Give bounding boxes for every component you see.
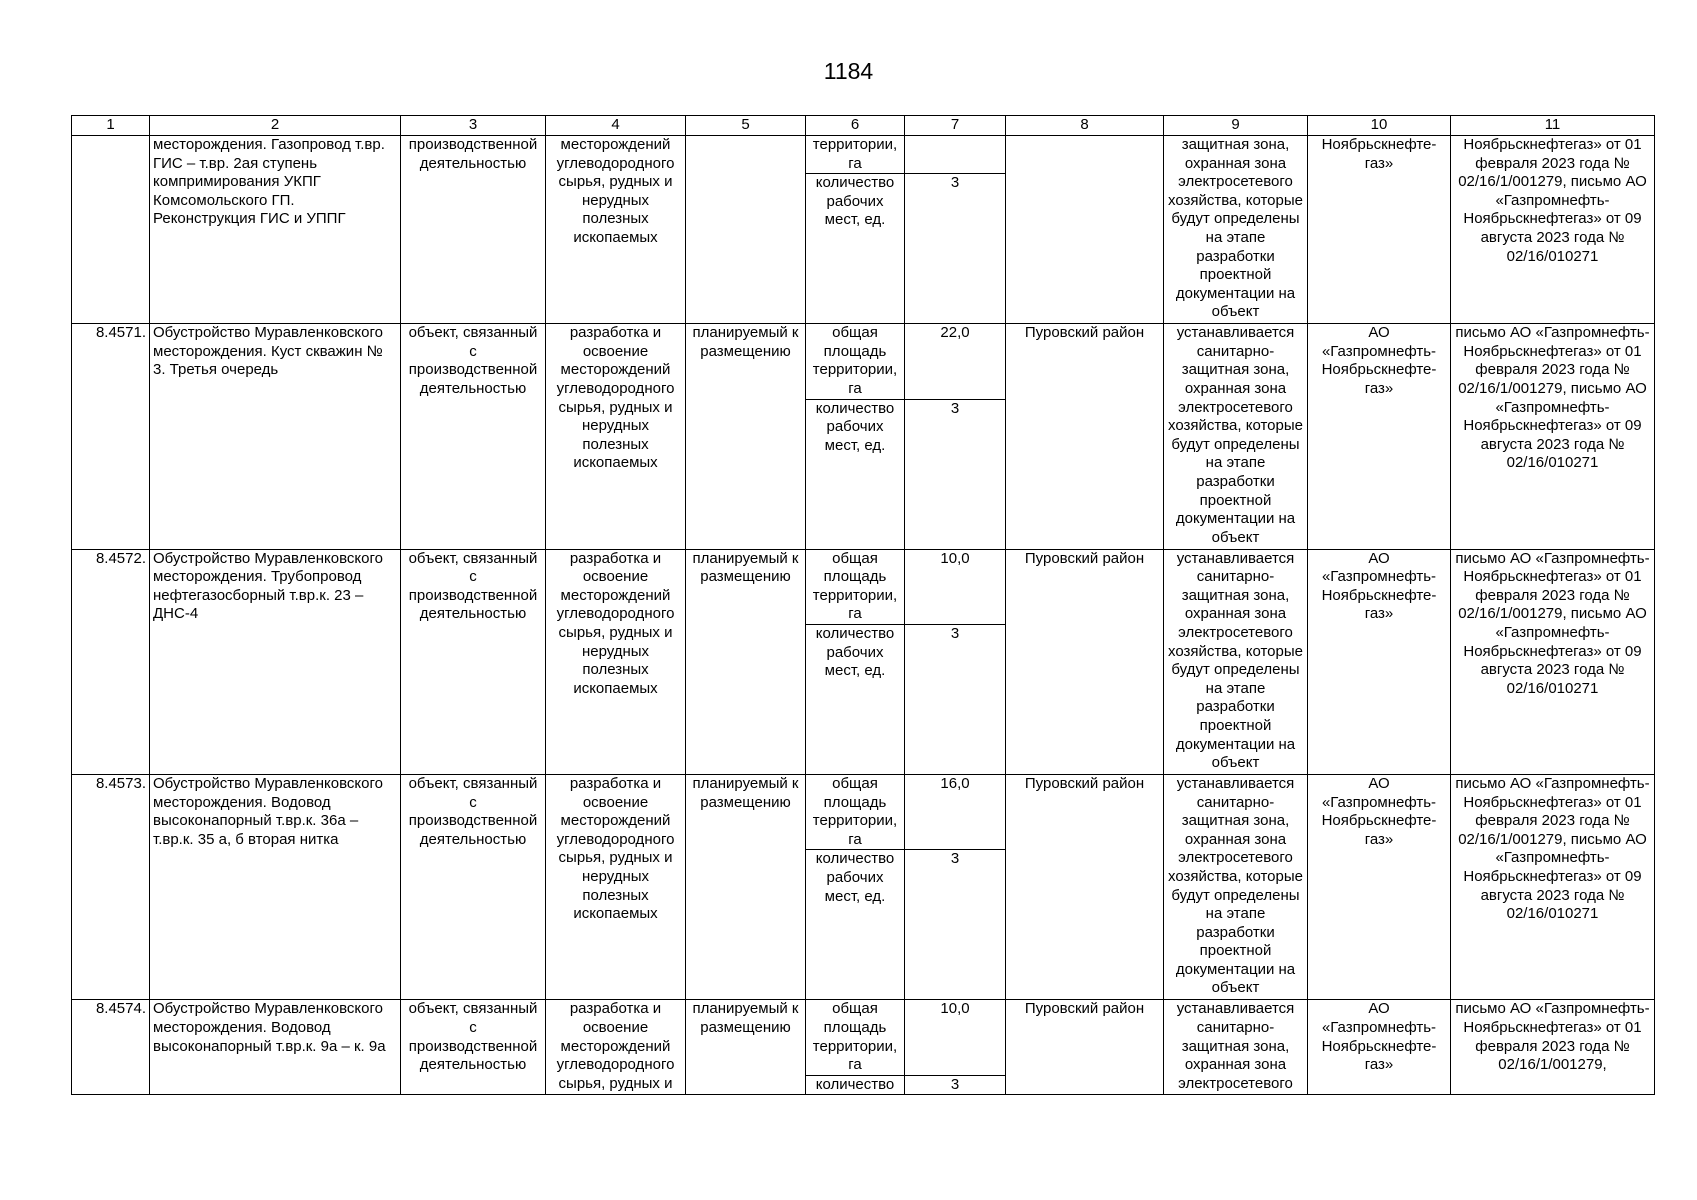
cell-name: месторождения. Газопровод т.вр. ГИС – т.вр. 2ая ступень компримирования УКПГ Комсомольского ГП. Реконструкция ГИС и УППГ [150, 136, 401, 324]
cell-basis: письмо АО «Газпромнефть-Ноябрьскнефтегаз» от 01 февраля 2023 года № 02/16/1/001279, [1451, 1000, 1655, 1095]
cell-char-value: 3 [905, 174, 1006, 324]
column-header: 2 [150, 116, 401, 136]
cell-type: объект, связанный с производственной деятельностью [401, 1000, 546, 1095]
cell-char-label: общая площадь территории, га [806, 1000, 905, 1075]
cell-purpose: разработка и освоение месторождений углеводородного сырья, рудных и нерудных полезных ископаемых [546, 324, 686, 549]
cell-char-label: количество рабочих мест, ед. [806, 399, 905, 549]
cell-char-label: общая площадь территории, га [806, 774, 905, 849]
cell-type: производственной деятельностью [401, 136, 546, 324]
cell-char-value: 3 [905, 624, 1006, 774]
cell-zone: устанавливается санитарно-защитная зона, охранная зона электросетевого хозяйства, которые будут определены на этапе разработки проектной документации на объект [1164, 549, 1308, 774]
cell-org: АО «Газпромнефть-Ноябрьскнефте-газ» [1308, 774, 1451, 999]
cell-char-value: 3 [905, 399, 1006, 549]
cell-num: 8.4573. [72, 774, 150, 999]
cell-purpose: разработка и освоение месторождений углеводородного сырья, рудных и нерудных полезных ископаемых [546, 774, 686, 999]
cell-basis: письмо АО «Газпромнефть-Ноябрьскнефтегаз» от 01 февраля 2023 года № 02/16/1/001279, письмо АО «Газпромнефть-Ноябрьскнефтегаз» от 09 августа 2023 года № 02/16/010271 [1451, 549, 1655, 774]
cell-name: Обустройство Муравленковского месторождения. Трубопровод нефтегазосборный т.вр.к. 23 – ДНС-4 [150, 549, 401, 774]
column-header: 7 [905, 116, 1006, 136]
column-header: 11 [1451, 116, 1655, 136]
cell-type: объект, связанный с производственной деятельностью [401, 549, 546, 774]
cell-char-label: количество рабочих мест, ед. [806, 624, 905, 774]
cell-basis: Ноябрьскнефтегаз» от 01 февраля 2023 года № 02/16/1/001279, письмо АО «Газпромнефть-Ноябрьскнефтегаз» от 09 августа 2023 года № 02/16/010271 [1451, 136, 1655, 324]
cell-status [686, 136, 806, 324]
cell-zone: защитная зона, охранная зона электросетевого хозяйства, которые будут определены на этапе разработки проектной документации на объект [1164, 136, 1308, 324]
table-row [72, 1000, 1655, 1075]
cell-status: планируемый к размещению [686, 1000, 806, 1095]
cell-num [72, 136, 150, 324]
cell-num: 8.4574. [72, 1000, 150, 1095]
cell-purpose: разработка и освоение месторождений углеводородного сырья, рудных и [546, 1000, 686, 1095]
cell-org: Ноябрьскнефте-газ» [1308, 136, 1451, 324]
cell-zone: устанавливается санитарно-защитная зона, охранная зона электросетевого хозяйства, которые будут определены на этапе разработки проектной документации на объект [1164, 324, 1308, 549]
table-row [72, 324, 1655, 399]
cell-type: объект, связанный с производственной деятельностью [401, 324, 546, 549]
column-header: 9 [1164, 116, 1308, 136]
table-row [72, 774, 1655, 849]
cell-status: планируемый к размещению [686, 549, 806, 774]
column-header: 4 [546, 116, 686, 136]
cell-purpose: месторождений углеводородного сырья, рудных и нерудных полезных ископаемых [546, 136, 686, 324]
cell-char-value: 3 [905, 850, 1006, 1000]
cell-basis: письмо АО «Газпромнефть-Ноябрьскнефтегаз» от 01 февраля 2023 года № 02/16/1/001279, письмо АО «Газпромнефть-Ноябрьскнефтегаз» от 09 августа 2023 года № 02/16/010271 [1451, 774, 1655, 999]
table-body [72, 116, 1655, 1095]
column-header: 8 [1006, 116, 1164, 136]
cell-char-value [905, 136, 1006, 174]
cell-char-value: 3 [905, 1075, 1006, 1095]
cell-char-value: 22,0 [905, 324, 1006, 399]
cell-org: АО «Газпромнефть-Ноябрьскнефте-газ» [1308, 549, 1451, 774]
column-header: 1 [72, 116, 150, 136]
cell-location [1006, 136, 1164, 324]
column-header: 10 [1308, 116, 1451, 136]
column-header: 5 [686, 116, 806, 136]
cell-char-label: общая площадь территории, га [806, 324, 905, 399]
cell-char-label: территории, га [806, 136, 905, 174]
cell-name: Обустройство Муравленковского месторождения. Водовод высоконапорный т.вр.к. 36а – т.вр.к. 35 а, б вторая нитка [150, 774, 401, 999]
cell-zone: устанавливается санитарно-защитная зона, охранная зона электросетевого [1164, 1000, 1308, 1095]
cell-org: АО «Газпромнефть-Ноябрьскнефте-газ» [1308, 324, 1451, 549]
cell-purpose: разработка и освоение месторождений углеводородного сырья, рудных и нерудных полезных ископаемых [546, 549, 686, 774]
cell-basis: письмо АО «Газпромнефть-Ноябрьскнефтегаз» от 01 февраля 2023 года № 02/16/1/001279, письмо АО «Газпромнефть-Ноябрьскнефтегаз» от 09 августа 2023 года № 02/16/010271 [1451, 324, 1655, 549]
cell-status: планируемый к размещению [686, 324, 806, 549]
cell-num: 8.4571. [72, 324, 150, 549]
cell-status: планируемый к размещению [686, 774, 806, 999]
cell-type: объект, связанный с производственной деятельностью [401, 774, 546, 999]
register-table [71, 115, 1655, 1095]
cell-char-value: 10,0 [905, 1000, 1006, 1075]
cell-char-label: количество [806, 1075, 905, 1095]
cell-char-label: количество рабочих мест, ед. [806, 174, 905, 324]
column-header-row [72, 116, 1655, 136]
column-header: 6 [806, 116, 905, 136]
cell-num: 8.4572. [72, 549, 150, 774]
cell-location: Пуровский район [1006, 549, 1164, 774]
cell-name: Обустройство Муравленковского месторождения. Водовод высоконапорный т.вр.к. 9а – к. 9а [150, 1000, 401, 1095]
column-header: 3 [401, 116, 546, 136]
cell-location: Пуровский район [1006, 774, 1164, 999]
cell-char-label: общая площадь территории, га [806, 549, 905, 624]
cell-zone: устанавливается санитарно-защитная зона, охранная зона электросетевого хозяйства, которые будут определены на этапе разработки проектной документации на объект [1164, 774, 1308, 999]
table-row-continuation [72, 136, 1655, 174]
cell-location: Пуровский район [1006, 1000, 1164, 1095]
page-number: 1184 [823, 58, 874, 84]
cell-org: АО «Газпромнефть-Ноябрьскнефте-газ» [1308, 1000, 1451, 1095]
cell-location: Пуровский район [1006, 324, 1164, 549]
cell-char-label: количество рабочих мест, ед. [806, 850, 905, 1000]
table-row [72, 549, 1655, 624]
cell-char-value: 10,0 [905, 549, 1006, 624]
cell-char-value: 16,0 [905, 774, 1006, 849]
cell-name: Обустройство Муравленковского месторождения. Куст скважин № 3. Третья очередь [150, 324, 401, 549]
